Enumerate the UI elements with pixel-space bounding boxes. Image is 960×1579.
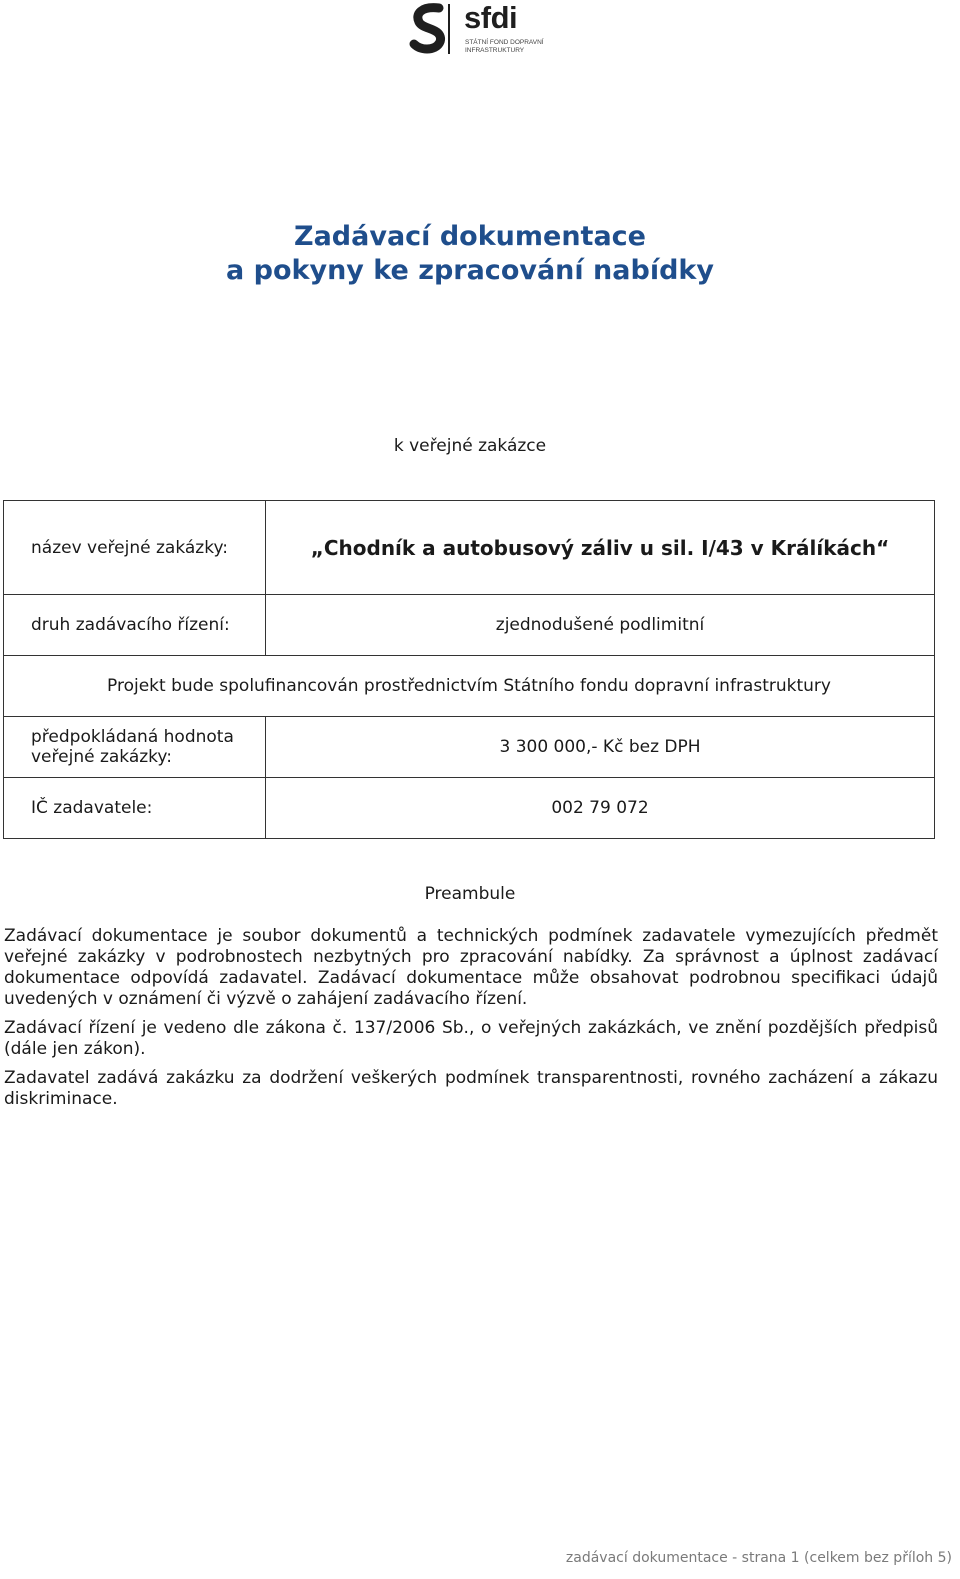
document-subtitle: k veřejné zakázce [393,436,547,456]
table-row-estimated-value [4,717,935,778]
contract-name-value [266,501,935,595]
procedure-type-label: druh zadávacího řízení: [4,595,266,656]
preamble-paragraph-3: Zadavatel zadává zakázku za dodržení veškerých podmínek transparentnosti, rovného zacházení a zákazu diskriminace. [4,1068,938,1109]
table-row-project-note [4,656,935,717]
project-note: Projekt bude spolufinancován prostřednictvím Státního fondu dopravní infrastruktury [4,656,935,717]
preamble-paragraph-2: Zadávací řízení je vedeno dle zákona č. 137/2006 Sb., o veřejných zakázkách, ve znění pozdějších předpisů (dále jen zákon). [4,1018,938,1059]
contracting-authority-id-value: 002 79 072 [266,778,935,839]
document-title-line-2: a pokyny ke zpracování nabídky [226,255,714,286]
document-title [0,220,940,288]
page-footer: zadávací dokumentace - strana 1 (celkem bez příloh 5) [565,1550,952,1566]
table-row-contract-name [4,501,935,595]
logo-subtitle: STÁTNÍ FOND DOPRAVNÍ INFRASTRUKTURY [465,39,544,54]
estimated-value-label: předpokládaná hodnota veřejné zakázky: [4,717,266,778]
document-title-line-1: Zadávací dokumentace [294,221,646,252]
preamble-body [4,926,938,1118]
table-row-procedure-type [4,595,935,656]
estimated-value-value: 3 300 000,- Kč bez DPH [266,717,935,778]
table-row-contracting-authority-id [4,778,935,839]
contract-info-table [3,500,935,839]
sfdi-logo-mark-icon [409,2,459,58]
procedure-type-value: zjednodušené podlimitní [266,595,935,656]
preamble-paragraph-1: Zadávací dokumentace je soubor dokumentů a technických podmínek zadavatele vymezujících předmět veřejné zakázky v podrobnostech nezbytných pro zpracování nabídky. Za správnost a úplnost zadávací dokumentace odpovídá zadavatel. Zadávací dokumentace může obsahovat podrobnou specifikaci údajů uvedených v oznámení či výzvě o zahájení zadávacího řízení. [4,926,938,1009]
contract-name-label: název veřejné zakázky: [4,501,266,595]
logo-wordmark: sfdi [464,0,518,35]
sfdi-logo [409,2,549,60]
preamble-heading: Preambule [424,884,516,904]
contracting-authority-id-label: IČ zadavatele: [4,778,266,839]
contract-name-text: „Chodník a autobusový záliv u sil. I/43 v Králíkách“ [310,535,890,560]
